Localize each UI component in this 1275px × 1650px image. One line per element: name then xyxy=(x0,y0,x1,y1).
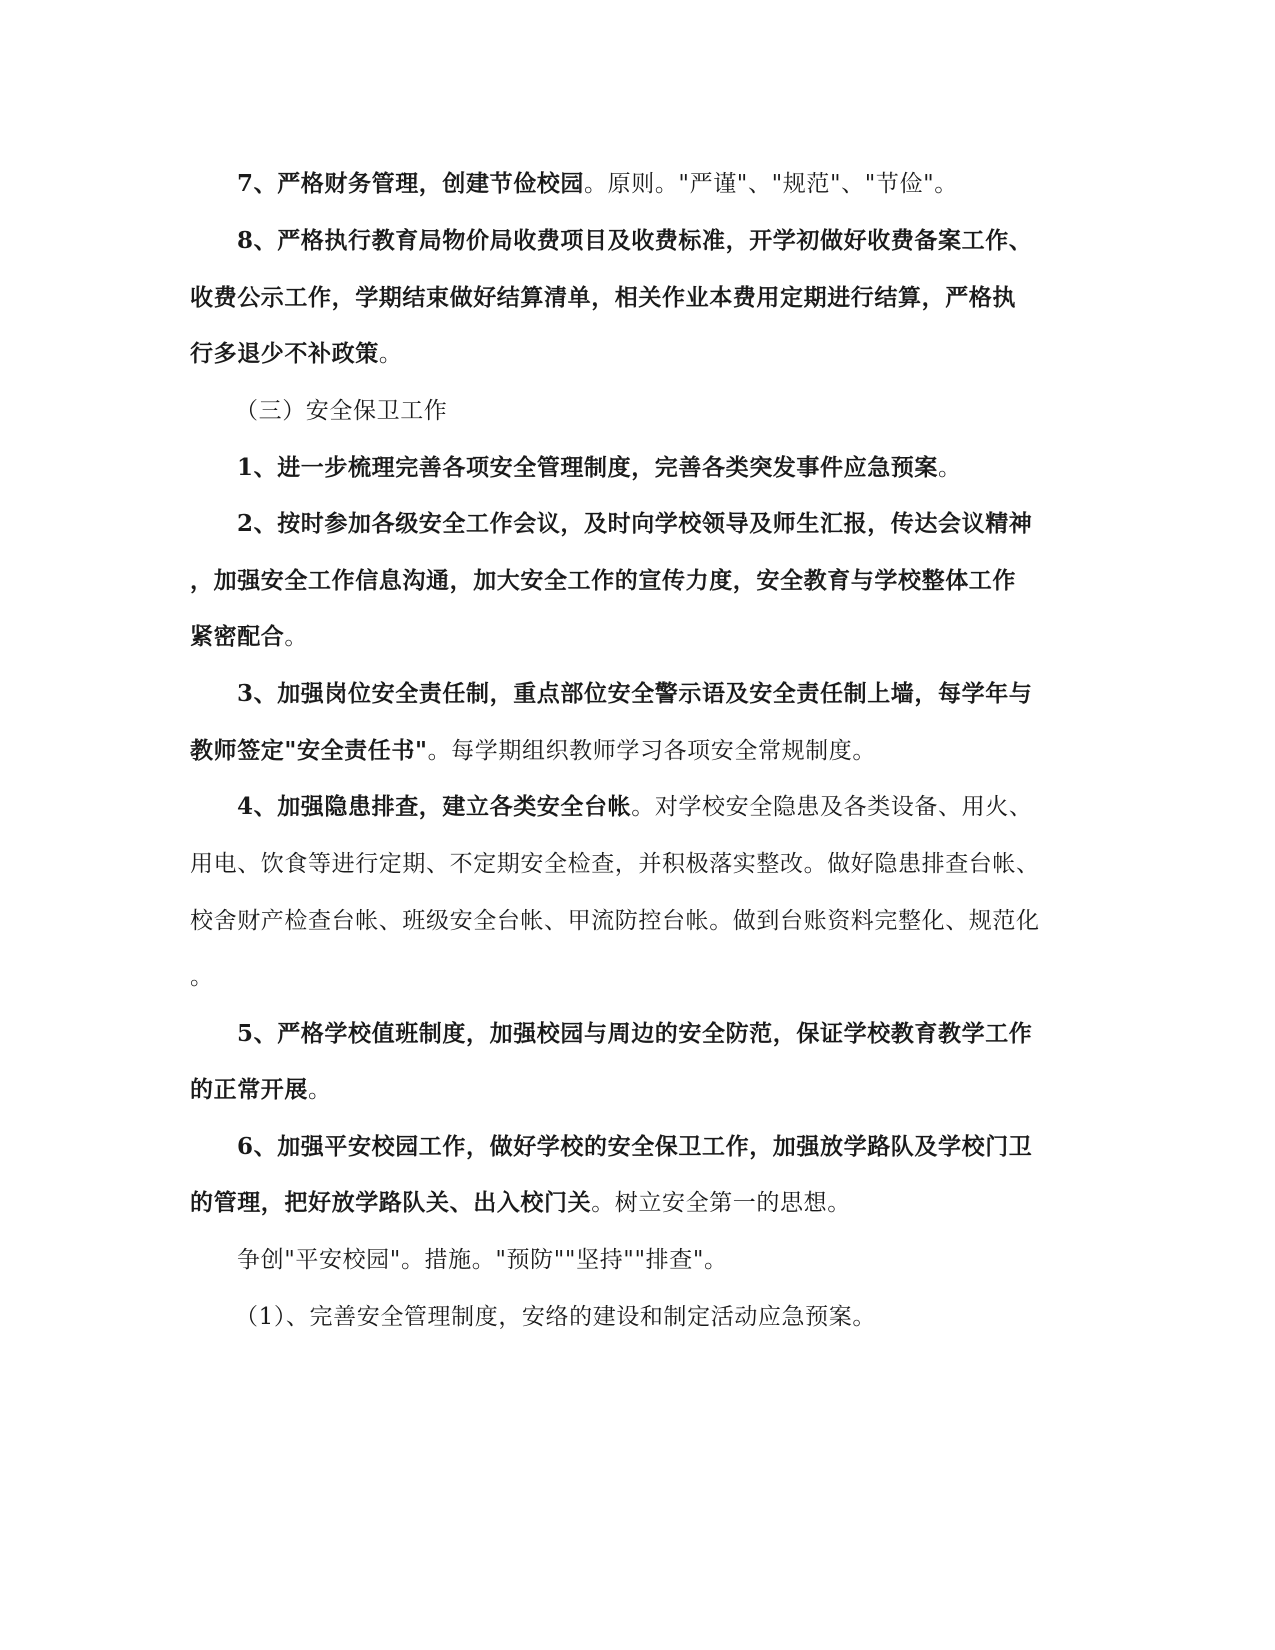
text-bold: 8、严格执行教育局物价局收费项目及收费标准，开学初做好收费备案工作、 xyxy=(237,227,1033,254)
text-line-item2-3 xyxy=(190,622,308,652)
text-line-item1 xyxy=(237,453,962,483)
text-normal: 校舍财产检查台帐、班级安全台帐、甲流防控台帐。做到台账资料完整化、规范化 xyxy=(190,908,1040,934)
text-bold: 7、严格财务管理，创建节俭校园 xyxy=(237,170,585,197)
text-normal: 。原则。"严谨"、"规范"、"节俭"。 xyxy=(584,171,958,197)
text-bold: 1、进一步梳理完善各项安全管理制度，完善各类突发事件应急预案 xyxy=(237,454,939,481)
text-bold: 收费公示工作，学期结束做好结算清单，相关作业本费用定期进行结算，严格执 xyxy=(190,284,1016,311)
text-normal: 。 xyxy=(378,341,403,367)
text-bold: 的正常开展 xyxy=(190,1076,308,1103)
text-bold: 紧密配合 xyxy=(190,623,285,650)
text-line-item5-1 xyxy=(237,1019,1032,1049)
text-line-item8-2 xyxy=(190,283,1016,313)
text-line-measure1 xyxy=(235,1302,876,1332)
text-bold: 的管理，把好放学路队关、出入校门关 xyxy=(190,1189,592,1216)
text-normal: （三）安全保卫工作 xyxy=(235,398,448,424)
text-bold: 4、加强隐患排查，建立各类安全台帐 xyxy=(237,793,632,820)
text-line-item5-2 xyxy=(190,1075,332,1105)
text-line-item4-4 xyxy=(190,962,214,992)
text-line-item2-2 xyxy=(190,566,1016,596)
text-line-item4-3 xyxy=(190,906,1040,936)
text-line-campaign xyxy=(237,1245,728,1275)
text-line-item6-1 xyxy=(237,1132,1032,1162)
text-line-item3-1 xyxy=(237,679,1032,709)
text-line-item8-3 xyxy=(190,339,402,369)
text-normal: 。 xyxy=(938,455,962,481)
text-line-item4-1 xyxy=(237,792,1032,822)
text-line-item6-2 xyxy=(190,1188,851,1218)
text-normal: 。对学校安全隐患及各类设备、用火、 xyxy=(631,794,1033,820)
text-normal: （1）、完善安全管理制度，安络的建设和制定活动应急预案。 xyxy=(235,1304,876,1330)
text-line-item4-2 xyxy=(190,849,1040,879)
text-line-item7 xyxy=(237,169,958,199)
text-normal: 。树立安全第一的思想。 xyxy=(591,1190,851,1216)
text-normal: 。 xyxy=(284,624,309,650)
text-bold: 2、按时参加各级安全工作会议，及时向学校领导及师生汇报，传达会议精神 xyxy=(237,510,1033,537)
text-normal: 。 xyxy=(190,964,214,990)
text-bold: 教师签定"安全责任书" xyxy=(190,737,428,764)
text-bold: 3、加强岗位安全责任制，重点部位安全警示语及安全责任制上墙，每学年与 xyxy=(237,680,1033,707)
text-normal: 争创"平安校园"。措施。"预防""坚持""排查"。 xyxy=(237,1247,728,1273)
text-bold: 6、加强平安校园工作，做好学校的安全保卫工作，加强放学路队及学校门卫 xyxy=(237,1133,1033,1160)
text-line-item8-1 xyxy=(237,226,1032,256)
text-bold: ，加强安全工作信息沟通，加大安全工作的宣传力度，安全教育与学校整体工作 xyxy=(190,567,1016,594)
text-normal: 。每学期组织教师学习各项安全常规制度。 xyxy=(427,738,876,764)
section-heading xyxy=(235,396,447,426)
text-bold: 5、严格学校值班制度，加强校园与周边的安全防范，保证学校教育教学工作 xyxy=(237,1020,1033,1047)
text-normal: 。 xyxy=(308,1077,332,1103)
text-normal: 用电、饮食等进行定期、不定期安全检查，并积极落实整改。做好隐患排查台帐、 xyxy=(190,851,1040,877)
text-line-item2-1 xyxy=(237,509,1032,539)
text-bold: 行多退少不补政策 xyxy=(190,340,379,367)
text-line-item3-2 xyxy=(190,736,876,766)
